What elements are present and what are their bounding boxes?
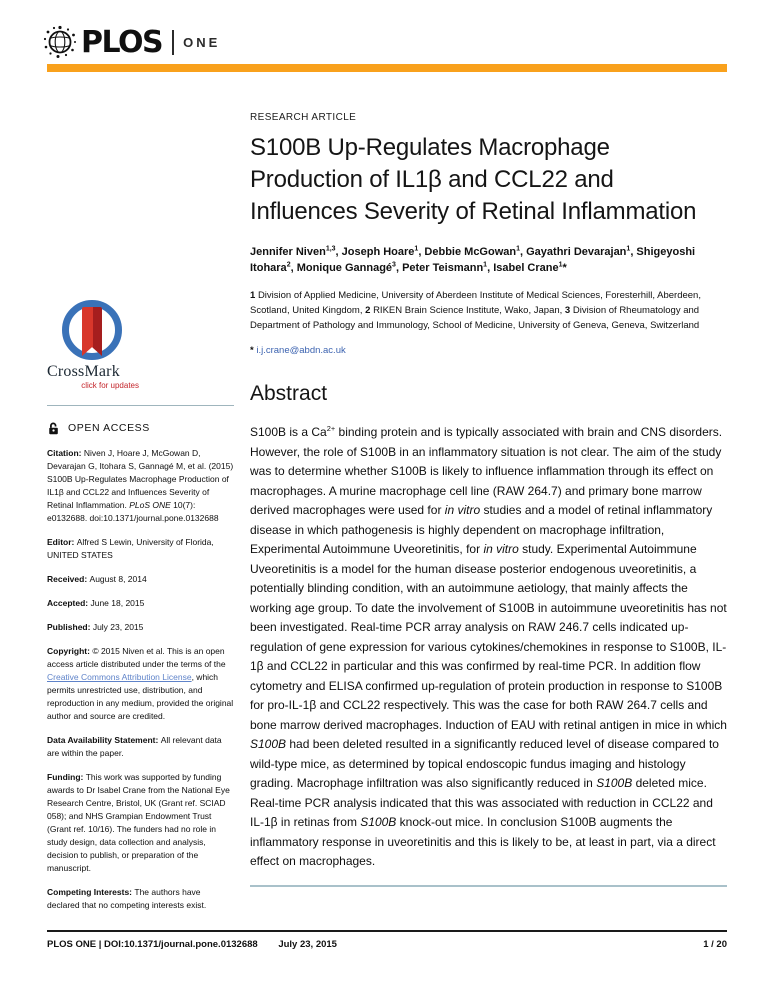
logo-divider [172,30,174,55]
data-availability-block: Data Availability Statement: All relevant data are within the paper. [47,735,222,758]
logo-plos-text: PLOS [81,24,163,60]
open-access-label: OPEN ACCESS [68,422,150,434]
abstract-divider [250,885,727,887]
corresponding-author-email: * i.j.crane@abdn.ac.uk [250,345,346,356]
crossmark-tagline: click for updates [81,381,139,390]
citation-block: Citation: Niven J, Hoare J, McGowan D, Devarajan G, Itohara S, Gannagé M, et al. (2015) S100B Up-Regulates Macrophage Production of IL1β and CCL22 and Influences Severity of Retinal Inflammation. PLoS ONE 10(7): e0132688. doi:10.1371/journal.pone.0132688 [47,448,234,523]
accepted-block: Accepted: June 18, 2015 [47,598,145,608]
footer-left [47,939,337,950]
header-accent-bar [47,64,727,72]
abstract-text: S100B is a $Ca^{2+}$ binding protein and is typically associated with brain and CNS disorders. However, the role of S100B in an inflammatory situation is not clear. The aim of the study was to determine whether S100B is likely to influence inflammation through its effect on macrophages. A murine macrophage cell line (RAW 264.7) and primary bone marrow derived macrophages were used for in vitro studies and a model of retinal inflammatory disease in which pathogenesis is highly dependent on macrophage infiltration, Experimental Autoimmune Uveoretinitis, for in vitro study. Experimental Autoimmune Uveoretinitis is a model for the human disease posterior endogenous uveoretinitis, a potentially blinding condition, with an autoimmune aetiology, that mainly affects the working age group. To date the involvement of S100B in autoimmune uveoretinitis has not been investigated. Real-time PCR array analysis on RAW 246.7 cells indicated up-regulation of gene expression for various cytokines/chemokines in response to S100B, IL-1β and CCL22 in particular and this was confirmed by real-time PCR. In addition flow cytometry and ELISA confirmed up-regulation of protein production in response to S100B for pro-IL-1β and CCL22 respectively. This was the case for both RAW 264.7 cells and bone marrow derived macrophages. Induction of EAU with retinal antigen in mice in which S100B had been deleted resulted in a significantly reduced level of disease compared to wild-type mice, as determined by topical endoscopic fundus imaging and histology grading. Macrophage infiltration was also significantly reduced in S100B deleted mice. Real-time PCR analysis indicated that this was associated with reduction in CCL22 and IL-1β in retinas from S100B knock-out mice. In conclusion S100B augments the inflammatory response in uveoretinitis and this is likely to be, at least in part, via a direct effect on macrophages. [250,424,727,869]
footer-date: July 23, 2015 [278,939,337,950]
open-access-row [47,421,234,436]
article-info-sidebar [47,300,234,921]
page-footer [47,930,727,950]
competing-interests-block: Competing Interests: The authors have declared that no competing interests exist. [47,887,207,910]
funding-block: Funding: This work was supported by funding awards to Dr Isabel Crane from the National Eye Research Centre, Bristol, UK (Grant ref. SCIAD 058); and NHS Grampian Endowment Trust (Grant ref. 10/16). The funders had no role in study design, data collection and analysis, decision to publish, or preparation of the manuscript. [47,772,230,873]
copyright-block: Copyright: © 2015 Niven et al. This is an open access article distributed under the terms of the Creative Commons Attribution License, which permits unrestricted use, distribution, and reproduction in any medium, provided the original author and source are credited. [47,646,234,721]
sidebar-divider [47,405,234,406]
open-lock-icon [47,421,62,436]
crossmark-badge[interactable] [47,300,147,392]
editor-block: Editor: Alfred S Lewin, University of Florida, UNITED STATES [47,537,214,560]
published-block: Published: July 23, 2015 [47,622,144,632]
crossmark-circle-icon [62,300,122,360]
text-link[interactable]: Creative Commons Attribution License [47,672,192,682]
article-main-column [250,112,727,887]
footer-journal-doi: PLOS ONE | DOI:10.1371/journal.pone.0132688 [47,939,258,950]
article-type-kicker: RESEARCH ARTICLE [250,112,357,123]
author-list: Jennifer Niven$^{1,3}$, Joseph Hoare$^1$, Debbie McGowan$^1$, Gayathri Devarajan$^1$, Shigeyoshi Itohara$^2$, Monique Gannagé$^3$, Peter Teismann$^1$, Isabel Crane$^1$* [250,245,696,274]
logo-one-text: ONE [183,34,221,50]
crossmark-label: CrossMark [47,363,120,380]
received-block: Received: August 8, 2014 [47,574,147,584]
text-link[interactable]: i.j.crane@abdn.ac.uk [256,345,346,356]
affiliations: 1 Division of Applied Medicine, University of Aberdeen Institute of Medical Sciences, Foresterhill, Aberdeen, Scotland, United Kingdom, 2 RIKEN Brain Science Institute, Wako, Japan, 3 Division of Rheumatology and Department of Pathology and Immunology, School of Medicine, University of Geneva, Geneva, Switzerland [250,290,701,331]
abstract-heading: Abstract [250,382,328,405]
article-title: S100B Up-Regulates Macrophage Production of IL1β and CCL22 and Influences Severity of Retinal Inflammation [250,134,697,225]
plos-globe-icon [42,24,78,60]
journal-logo [42,24,220,60]
footer-page-number: 1 / 20 [703,939,727,950]
